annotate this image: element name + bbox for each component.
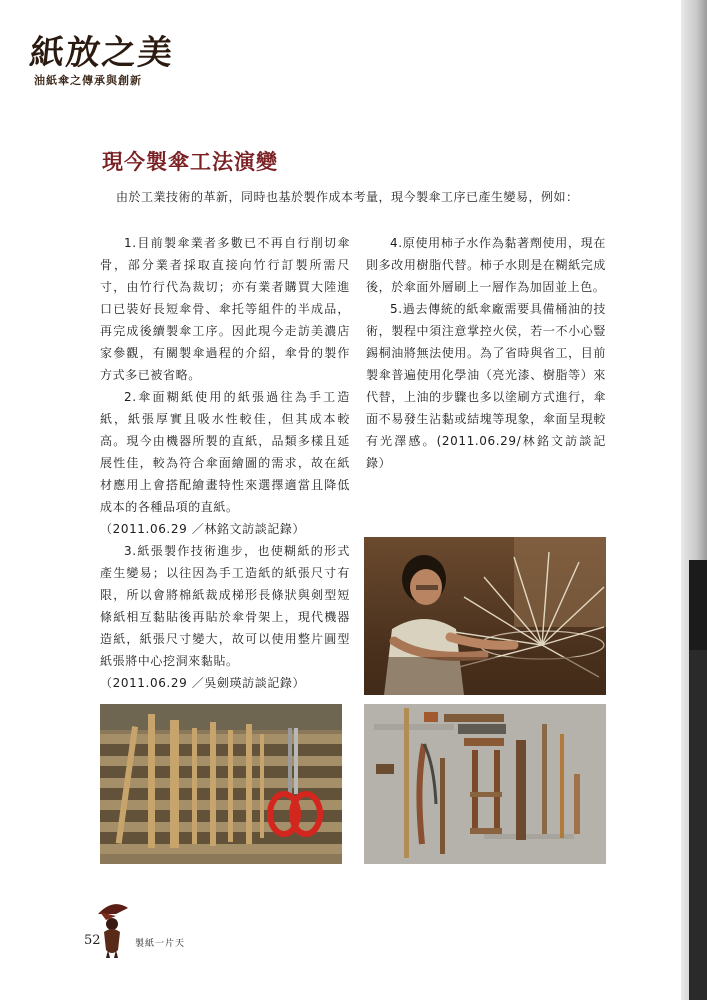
left-column <box>100 232 350 694</box>
logo-title: 紙放之美 <box>27 33 177 73</box>
interview-note-1: （2011.06.29 ／林銘文訪談記錄） <box>100 522 306 536</box>
footer-label: 製紙一片天 <box>135 939 186 949</box>
article-title: 現今製傘工法演變 <box>102 150 278 174</box>
photo-umbrella-ribs <box>100 704 342 864</box>
adjacent-page-edge <box>681 0 707 1000</box>
paragraph-4: 4.原使用柿子水作為黏著劑使用，現在則多改用樹脂代替。柿子水則是在糊紙完成後，於傘面外層刷上一層作為加固並上色。 <box>366 236 606 294</box>
interview-note-2: （2011.06.29 ／吳劍瑛訪談記錄） <box>100 676 306 690</box>
paragraph-5: 5.過去傳統的紙傘廠需要具備桶油的技術，製程中須注意掌控火侯，若一不小心豎錫桐油將無法使用。為了省時與省工，目前製傘普遍使用化學油（亮光漆、樹脂等）來代替，上油的步驟也多以塗刷方式進行，傘面不易發生沾黏或結塊等現象，傘面呈現較有光澤感。(2011.06.29/林銘文訪談記錄） <box>366 302 606 470</box>
photo-umbrella-tools <box>364 704 606 864</box>
magazine-logo <box>27 33 180 88</box>
right-column <box>366 232 606 474</box>
logo-subtitle: 油紙傘之傳承與創新 <box>34 74 142 87</box>
article-intro: 由於工業技術的革新，同時也基於製作成本考量，現今製傘工序已產生變易，例如： <box>116 190 579 204</box>
umbrella-figure-icon <box>96 898 130 958</box>
paragraph-2: 2.傘面糊紙使用的紙張過往為手工造紙，紙張厚實且吸水性較佳，但其成本較高。現今由機器所製的直紙，品類多樣且延展性佳，較為符合傘面繪圖的需求，故在紙材應用上會搭配繪畫特性來選擇適當且降低成本的各種品項的直紙。 <box>100 390 350 514</box>
paragraph-3: 3.紙張製作技術進步，也使糊紙的形式產生變易；以往因為手工造紙的紙張尺寸有限，所以會將棉紙裁成梯形長條狀與剣型短條紙相互黏貼後再貼於傘骨架上，現代機器造紙，紙張尺寸變大，故可以使用整片圓型紙張將中心挖洞來黏貼。 <box>100 544 350 668</box>
photo-umbrella-maker <box>364 537 606 695</box>
paragraph-1: 1.目前製傘業者多數已不再自行削切傘骨，部分業者採取直接向竹行訂製所需尺寸，由竹行代為裁切；亦有業者購買大陸進口已裝好長短傘骨、傘托等組件的半成品，再完成後續製傘工序。因此現今走訪美濃店家參觀，有關製傘過程的介紹，傘骨的製作方式多已被省略。 <box>100 236 350 382</box>
page-number: 52 <box>84 933 101 948</box>
